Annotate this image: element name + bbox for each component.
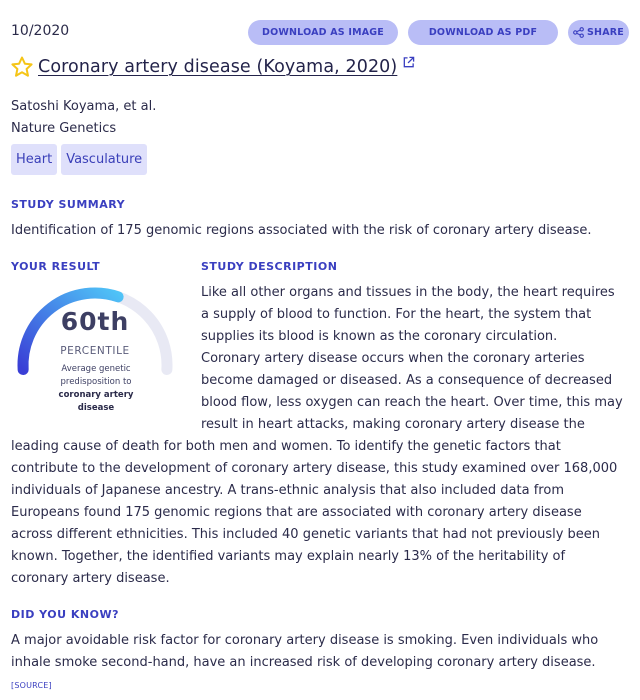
study-meta bbox=[11, 96, 156, 140]
tag-heart[interactable]: Heart bbox=[11, 144, 57, 175]
tag-list bbox=[11, 144, 147, 175]
result-heading: YOUR RESULT bbox=[11, 260, 101, 273]
description-line: across different ethnicities. This included 40 genetic variants that had not previously been bbox=[11, 527, 601, 542]
title-row bbox=[10, 55, 415, 79]
description-line: Europeans found 175 genomic regions that are associated with coronary artery disease bbox=[11, 505, 582, 520]
description-line: known. Together, the identified variants may explain nearly 13% of the heritability of bbox=[11, 549, 566, 564]
description-line: blood flow, less oxygen can reach the heart. Over time, this may bbox=[201, 395, 623, 410]
description-line: become damaged or diseased. As a consequence of decreased bbox=[201, 373, 613, 388]
result-percentile-label: PERCENTILE bbox=[60, 345, 130, 357]
description-line: leading cause of death for both men and women. To identify the genetic factors that bbox=[11, 439, 561, 454]
result-caption bbox=[41, 363, 151, 415]
did-you-know-line: inhale smoke second-hand, have an increased risk of developing coronary artery disease. bbox=[11, 655, 596, 670]
share-label: SHARE bbox=[587, 27, 624, 38]
description-line: supplies its blood is known as the coronary circulation. bbox=[201, 329, 558, 344]
result-caption-prefix: Average genetic predisposition to bbox=[60, 364, 132, 387]
share-button[interactable] bbox=[568, 20, 629, 45]
share-icon bbox=[573, 27, 584, 38]
description-line: coronary artery disease. bbox=[11, 571, 170, 586]
result-percentile-value: 60th bbox=[60, 307, 130, 336]
description-heading: STUDY DESCRIPTION bbox=[201, 260, 338, 273]
tag-vasculature[interactable]: Vasculature bbox=[61, 144, 147, 175]
star-icon[interactable] bbox=[10, 55, 34, 79]
did-you-know-heading: DID YOU KNOW? bbox=[11, 608, 119, 621]
description-line: a supply of blood to function. For the heart, the system that bbox=[201, 307, 592, 322]
study-title-link[interactable]: Coronary artery disease (Koyama, 2020) bbox=[38, 57, 398, 77]
study-authors: Satoshi Koyama, et al. bbox=[11, 99, 157, 114]
source-link[interactable]: [SOURCE] bbox=[11, 681, 52, 690]
download-pdf-button[interactable]: DOWNLOAD AS PDF bbox=[408, 20, 558, 45]
top-bar bbox=[11, 20, 629, 46]
result-caption-trait: coronary artery disease bbox=[58, 390, 134, 413]
description-line: individuals of Japanese ancestry. A trans-ethnic analysis that also included data from bbox=[11, 483, 564, 498]
description-line: Like all other organs and tissues in the body, the heart requires bbox=[201, 285, 615, 300]
summary-heading: STUDY SUMMARY bbox=[11, 198, 126, 211]
summary-text: Identification of 175 genomic regions associated with the risk of coronary artery disease. bbox=[11, 223, 592, 238]
study-date: 10/2020 bbox=[11, 23, 70, 39]
result-gauge bbox=[11, 283, 181, 418]
description-line: result in heart attacks, making coronary artery disease the bbox=[201, 417, 585, 432]
did-you-know-line: A major avoidable risk factor for coronary artery disease is smoking. Even individuals who bbox=[11, 633, 599, 648]
description-line: Coronary artery disease occurs when the coronary arteries bbox=[201, 351, 585, 366]
study-journal: Nature Genetics bbox=[11, 121, 117, 136]
description-line: contribute to the development of coronary artery disease, this study examined over 168,000 bbox=[11, 461, 618, 476]
download-image-button[interactable]: DOWNLOAD AS IMAGE bbox=[248, 20, 398, 45]
external-link-icon[interactable] bbox=[402, 56, 415, 69]
